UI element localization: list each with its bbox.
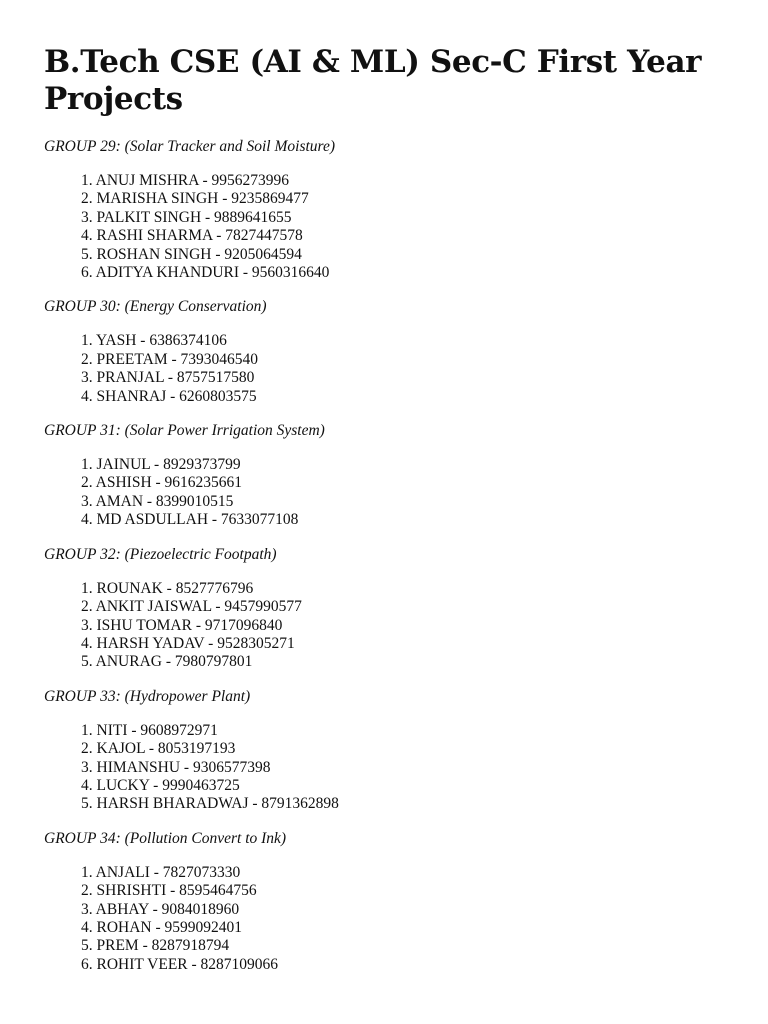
member-number: 4. bbox=[81, 511, 93, 529]
member-item bbox=[81, 882, 724, 900]
member-number: 2. bbox=[81, 474, 93, 492]
member-entry: ADITYA KHANDURI - 9560316640 bbox=[95, 264, 330, 282]
member-entry: NITI - 9608972971 bbox=[96, 721, 218, 739]
group-heading: GROUP 34: (Pollution Convert to Ink) bbox=[44, 829, 287, 847]
member-item bbox=[81, 653, 724, 671]
page-title bbox=[44, 44, 724, 118]
member-list bbox=[44, 580, 724, 672]
member-item bbox=[81, 227, 724, 245]
member-item bbox=[81, 580, 724, 598]
member-entry: ROUNAK - 8527776796 bbox=[96, 579, 254, 597]
page-title-line-2: Projects bbox=[44, 81, 183, 117]
member-entry: LUCKY - 9990463725 bbox=[96, 776, 240, 794]
member-number: 3. bbox=[81, 208, 93, 226]
member-item bbox=[81, 456, 724, 474]
member-item bbox=[81, 919, 724, 937]
member-number: 5. bbox=[81, 653, 93, 671]
member-number: 6. bbox=[81, 264, 93, 282]
member-number: 1. bbox=[81, 579, 93, 597]
member-number: 3. bbox=[81, 900, 93, 918]
member-entry: ABHAY - 9084018960 bbox=[95, 900, 240, 918]
member-entry: HIMANSHU - 9306577398 bbox=[96, 758, 271, 776]
member-number: 4. bbox=[81, 776, 93, 794]
member-item bbox=[81, 956, 724, 974]
member-number: 2. bbox=[81, 882, 93, 900]
member-number: 3. bbox=[81, 369, 93, 387]
page-title-line-1: B.Tech CSE (AI & ML) Sec-C First Year bbox=[44, 44, 702, 80]
member-item bbox=[81, 369, 724, 387]
member-number: 3. bbox=[81, 758, 93, 776]
member-item bbox=[81, 937, 724, 955]
member-number: 4. bbox=[81, 387, 93, 405]
member-number: 1. bbox=[81, 863, 93, 881]
member-list bbox=[44, 864, 724, 974]
member-item bbox=[81, 740, 724, 758]
group-section-31 bbox=[44, 422, 724, 530]
member-entry: PRANJAL - 8757517580 bbox=[96, 369, 255, 387]
member-entry: ISHU TOMAR - 9717096840 bbox=[96, 616, 283, 634]
member-entry: MD ASDULLAH - 7633077108 bbox=[96, 511, 299, 529]
member-entry: ROSHAN SINGH - 9205064594 bbox=[96, 245, 302, 263]
member-entry: ANURAG - 7980797801 bbox=[95, 653, 253, 671]
member-number: 4. bbox=[81, 918, 93, 936]
member-list bbox=[44, 722, 724, 814]
member-number: 1. bbox=[81, 332, 93, 350]
member-entry: PREETAM - 7393046540 bbox=[96, 350, 259, 368]
member-number: 2. bbox=[81, 598, 93, 616]
member-number: 1. bbox=[81, 721, 93, 739]
member-entry: SHRISHTI - 8595464756 bbox=[96, 882, 257, 900]
member-list bbox=[44, 172, 724, 282]
member-entry: PREM - 8287918794 bbox=[96, 937, 230, 955]
group-heading: GROUP 30: (Energy Conservation) bbox=[44, 298, 267, 316]
member-entry: MARISHA SINGH - 9235869477 bbox=[96, 190, 309, 208]
member-number: 2. bbox=[81, 740, 93, 758]
member-item bbox=[81, 209, 724, 227]
member-entry: AMAN - 8399010515 bbox=[95, 492, 234, 510]
group-section-33 bbox=[44, 688, 724, 814]
group-section-32 bbox=[44, 546, 724, 672]
member-entry: SHANRAJ - 6260803575 bbox=[96, 387, 257, 405]
group-section-30 bbox=[44, 298, 724, 406]
member-item bbox=[81, 493, 724, 511]
member-number: 6. bbox=[81, 955, 93, 973]
member-number: 3. bbox=[81, 492, 93, 510]
member-entry: YASH - 6386374106 bbox=[95, 332, 227, 350]
member-entry: KAJOL - 8053197193 bbox=[96, 740, 236, 758]
member-number: 5. bbox=[81, 245, 93, 263]
member-number: 5. bbox=[81, 795, 93, 813]
member-list bbox=[44, 456, 724, 530]
group-heading: GROUP 33: (Hydropower Plant) bbox=[44, 687, 251, 705]
member-item bbox=[81, 264, 724, 282]
member-item bbox=[81, 759, 724, 777]
member-entry: HARSH YADAV - 9528305271 bbox=[96, 634, 295, 652]
member-item bbox=[81, 635, 724, 653]
member-number: 2. bbox=[81, 350, 93, 368]
member-entry: ASHISH - 9616235661 bbox=[95, 474, 243, 492]
member-item bbox=[81, 617, 724, 635]
member-item bbox=[81, 598, 724, 616]
group-heading: GROUP 32: (Piezoelectric Footpath) bbox=[44, 545, 277, 563]
member-entry: ANJALI - 7827073330 bbox=[95, 863, 241, 881]
member-number: 4. bbox=[81, 634, 93, 652]
member-entry: HARSH BHARADWAJ - 8791362898 bbox=[96, 795, 339, 813]
group-section-34 bbox=[44, 830, 724, 974]
groups-list bbox=[44, 138, 724, 974]
member-number: 1. bbox=[81, 456, 93, 474]
member-number: 3. bbox=[81, 616, 93, 634]
member-entry: RASHI SHARMA - 7827447578 bbox=[96, 227, 303, 245]
group-heading: GROUP 29: (Solar Tracker and Soil Moisture) bbox=[44, 138, 336, 155]
member-entry: ROHAN - 9599092401 bbox=[96, 918, 243, 936]
member-entry: JAINUL - 8929373799 bbox=[96, 456, 241, 474]
member-entry: ANKIT JAISWAL - 9457990577 bbox=[95, 598, 302, 616]
member-number: 5. bbox=[81, 937, 93, 955]
member-item bbox=[81, 332, 724, 350]
member-entry: PALKIT SINGH - 9889641655 bbox=[96, 208, 292, 226]
member-number: 4. bbox=[81, 227, 93, 245]
member-item bbox=[81, 190, 724, 208]
member-number: 2. bbox=[81, 190, 93, 208]
member-entry: ROHIT VEER - 8287109066 bbox=[96, 955, 279, 973]
group-heading: GROUP 31: (Solar Power Irrigation System) bbox=[44, 422, 325, 440]
member-list bbox=[44, 332, 724, 406]
member-item bbox=[81, 246, 724, 264]
group-section-29 bbox=[44, 138, 724, 282]
member-item bbox=[81, 722, 724, 740]
member-item bbox=[81, 777, 724, 795]
member-item bbox=[81, 864, 724, 882]
member-item bbox=[81, 901, 724, 919]
member-item bbox=[81, 172, 724, 190]
member-entry: ANUJ MISHRA - 9956273996 bbox=[95, 172, 289, 189]
member-item bbox=[81, 511, 724, 529]
member-item bbox=[81, 474, 724, 492]
member-item bbox=[81, 351, 724, 369]
member-number: 1. bbox=[81, 172, 93, 189]
member-item bbox=[81, 388, 724, 406]
member-item bbox=[81, 795, 724, 813]
